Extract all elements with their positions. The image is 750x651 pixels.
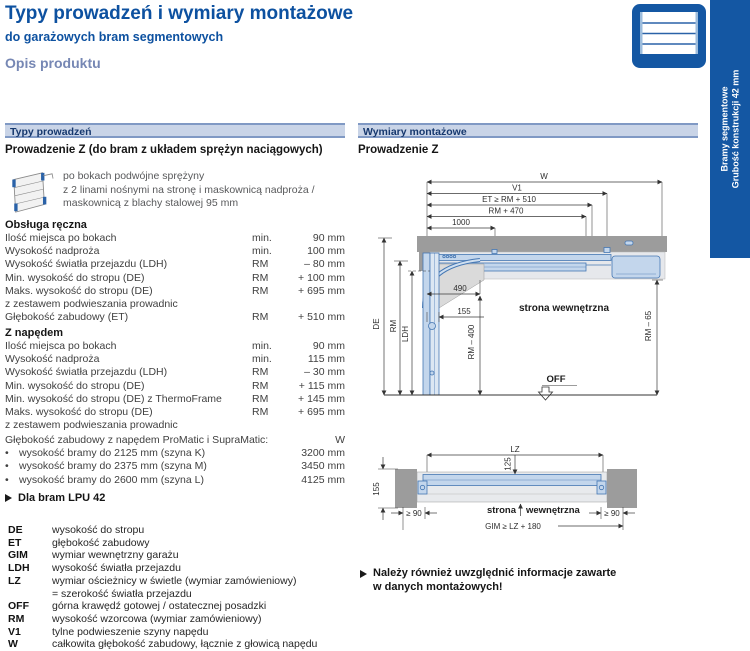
legend-row: LDH wysokość światła przejazdu [8, 562, 181, 575]
svg-text:155: 155 [457, 307, 471, 316]
category-tab [710, 0, 750, 258]
table-row: z zestawem podwieszania prowadnic [5, 298, 178, 311]
svg-text:wewnętrzna: wewnętrzna [526, 505, 580, 516]
category-tab-line1: Bramy segmentowe [719, 86, 730, 172]
table-title: Obsługa ręczna [5, 219, 87, 231]
legend-row: V1 tylne podwieszenie szyny napędu [8, 625, 209, 638]
sectional-door-icon [630, 2, 708, 70]
page-subtitle: do garażowych bram segmentowych [5, 30, 224, 44]
legend-row: GIM wymiar wewnętrzny garażu [8, 549, 179, 562]
right-column-heading: Prowadzenie Z [358, 144, 439, 156]
section-header-track-types: Typy prowadzeń [5, 123, 345, 138]
legend-row: OFF górna krawędź gotowej / ostatecznej posadzki [8, 600, 267, 613]
drive-depth-table [5, 434, 345, 487]
table-row: Maks. wysokość do stropu (DE) RM + 695 mm [5, 406, 345, 419]
svg-text:strona: strona [486, 505, 516, 516]
bullet-icon [5, 460, 19, 473]
table-row: Min. wysokość do stropu (DE) RM + 100 mm [5, 271, 345, 284]
svg-text:W: W [540, 172, 548, 181]
table-row: Wysokość nadproża min. 115 mm [5, 353, 345, 366]
category-tab-line2: Grubość konstrukcji 42 mm [730, 69, 741, 189]
arrow-right-icon [5, 494, 12, 502]
svg-text:V1: V1 [512, 183, 522, 193]
legend-row: DE wysokość do stropu [8, 524, 145, 536]
table-row: Ilość miejsca po bokach min. 90 mm [5, 340, 345, 352]
left-column-heading: Prowadzenie Z (do bram z układem sprężyn naciągowych) [5, 144, 323, 156]
table-title: Z napędem [5, 327, 64, 339]
svg-text:490: 490 [453, 284, 467, 293]
svg-text:125: 125 [503, 457, 513, 471]
svg-text:strona wewnętrzna: strona wewnętrzna [518, 303, 610, 314]
table-row: Maks. wysokość do stropu (DE) RM + 695 mm [5, 284, 345, 297]
powered-operation-table [5, 326, 345, 432]
abbreviation-legend [8, 524, 348, 651]
table-row: Głębokość zabudowy z napędem ProMatic i SupraMatic: W [5, 434, 345, 446]
mounting-data-note: Należy również uwzględnić informacje zawarte w danych montażowych! [360, 567, 616, 594]
legend-row: W całkowita głębokość zabudowy, łącznie z głowicą napędu [8, 638, 318, 651]
svg-text:RM + 470: RM + 470 [488, 206, 524, 216]
feature-row [8, 168, 340, 216]
svg-text:ET ≥ RM + 510: ET ≥ RM + 510 [482, 195, 536, 204]
svg-text:LDH: LDH [401, 325, 410, 343]
svg-text:155: 155 [372, 482, 381, 496]
manual-operation-table [5, 218, 345, 324]
lpu-note: Dla bram LPU 42 [5, 492, 105, 504]
svg-text:≥ 90: ≥ 90 [406, 509, 422, 518]
table-row: Wysokość światła przejazdu (LDH) RM – 80 mm [5, 258, 345, 271]
table-row: Wysokość nadproża min. 100 mm [5, 245, 345, 258]
legend-row: ET głębokość zabudowy [8, 536, 150, 549]
wall-left [395, 469, 417, 508]
table-row: • wysokość bramy do 2375 mm (szyna M) 3450 mm [5, 460, 345, 473]
svg-text:≥ 90: ≥ 90 [604, 509, 620, 518]
table-row: Min. wysokość do stropu (DE) RM + 115 mm [5, 379, 345, 392]
arrow-right-icon [360, 570, 367, 578]
wall-right [607, 469, 637, 508]
svg-text:GIM ≥ LZ + 180: GIM ≥ LZ + 180 [485, 522, 541, 531]
off-level-arrow-icon [539, 387, 553, 400]
section-title: Opis produktu [5, 55, 101, 71]
table-row: • wysokość bramy do 2600 mm (szyna L) 4125 mm [5, 474, 345, 487]
svg-text:DE: DE [372, 318, 381, 330]
feature-text: po bokach podwójne sprężyny z 2 linami nośnymi na stronę i maskownicą nadproża / maskownicą z blachy stalowej 95 mm [63, 170, 315, 209]
bullet-icon [5, 447, 19, 460]
svg-text:OFF: OFF [546, 374, 566, 385]
operator-head [612, 256, 660, 278]
table-row: z zestawem podwieszania prowadnic [5, 419, 178, 432]
page-title: Typy prowadzeń i wymiary montażowe [5, 3, 354, 24]
svg-text:LZ: LZ [510, 446, 520, 454]
plan-view-drawing [370, 446, 655, 541]
svg-text:RM – 400: RM – 400 [467, 324, 476, 360]
door-spring-illustration [8, 168, 54, 216]
svg-text:RM – 65: RM – 65 [644, 310, 653, 342]
side-view-drawing [372, 168, 680, 408]
legend-row: LZ wymiar ościeżnicy w świetle (wymiar zamówieniowy) = szerokość światła przejazdu [8, 574, 297, 600]
section-header-mounting-dims: Wymiary montażowe [358, 123, 698, 138]
svg-text:1000: 1000 [452, 218, 470, 227]
table-row: Głębokość zabudowy (ET) RM + 510 mm [5, 311, 345, 324]
bullet-icon [5, 474, 19, 487]
table-row: Ilość miejsca po bokach min. 90 mm [5, 232, 345, 244]
table-row: Wysokość światła przejazdu (LDH) RM – 30 mm [5, 366, 345, 379]
table-row: Min. wysokość do stropu (DE) z ThermoFrame RM + 145 mm [5, 392, 345, 405]
svg-text:RM: RM [389, 319, 398, 333]
table-row: • wysokość bramy do 2125 mm (szyna K) 3200 mm [5, 447, 345, 460]
legend-row: RM wysokość wzorcowa (wymiar zamówieniowy) [8, 612, 262, 625]
